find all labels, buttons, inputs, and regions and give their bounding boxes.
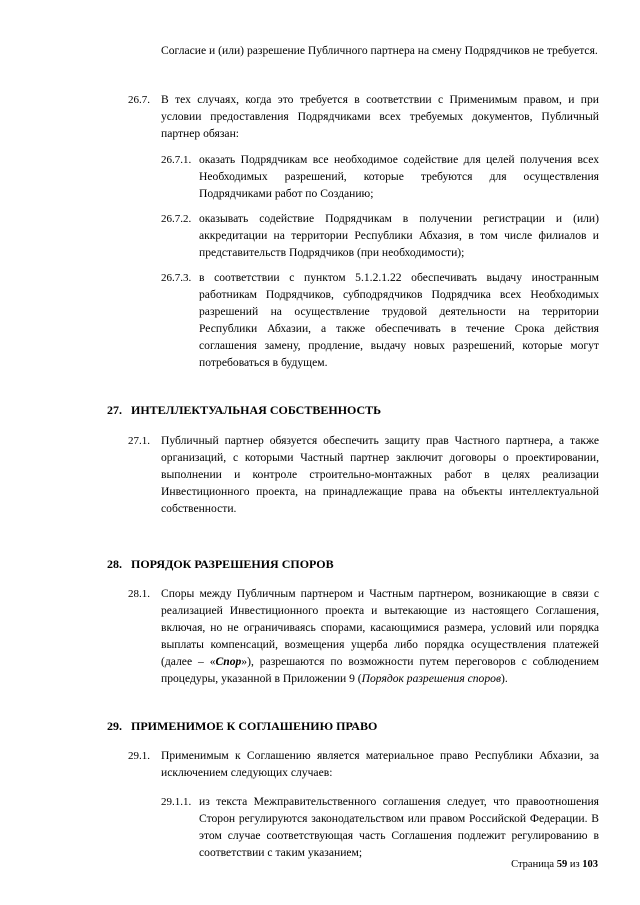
clause-number: 28.1. — [128, 588, 150, 600]
section-title: ИНТЕЛЛЕКТУАЛЬНАЯ СОБСТВЕННОСТЬ — [131, 403, 382, 417]
appendix-reference: Порядок разрешения споров — [361, 672, 501, 685]
clause-number: 29.1. — [128, 750, 150, 762]
page-footer: Страница 59 из 103 — [511, 859, 598, 870]
clause-text: Публичный партнер обязуется обеспечить защиту прав Частного партнера, а также организаций, с которыми Частный партнер заключит договоры о проектировании, выполнении и контроле строительно-монтажных работ в целях реализации Инвестиционного проекта, на принадлежащие права на объекты интеллектуальной собственности. — [161, 434, 599, 515]
subclause-number: 26.7.1. — [161, 154, 192, 166]
page-total: 103 — [582, 859, 598, 870]
subclause-number: 26.7.2. — [161, 213, 192, 225]
clause-text: Споры между Публичным партнером и Частным партнером, возникающие в связи с реализацией Инвестиционного проекта и вытекающие из настоящего Соглашения, включая, но не ограничиваясь спорами, касающимися размера, условий или порядка выплаты компенсаций, возмещения ущерба либо порядка осуществления платежей (далее – «Спор»), разрешаются по возможности путем переговоров с соблюдением процедуры, указанной в Приложении 9 (Порядок разрешения споров). — [161, 587, 600, 685]
subclause-number: 26.7.3. — [161, 272, 192, 284]
subclause-text: оказать Подрядчикам все необходимое содействие для целей получения всех Необходимых разрешений, которые требуются для осуществления Подрядчиками работ по Созданию; — [199, 153, 599, 200]
section-number: 27. — [107, 403, 122, 417]
section-number: 28. — [107, 557, 122, 571]
section-number: 29. — [107, 719, 122, 733]
defined-term: Спор — [215, 655, 242, 668]
subclause-text: оказывать содействие Подрядчикам в получении регистрации и (или) аккредитации на территории Республики Абхазия, в том числе филиалов и представительств Подрядчиков (при необходимости); — [199, 212, 599, 259]
clause-number: 26.7. — [128, 94, 150, 106]
clause-text: В тех случаях, когда это требуется в соответствии с Применимым правом, и при условии предоставления Подрядчиками всех требуемых документов, Публичный партнер обязан: — [161, 93, 599, 140]
subclause-number: 29.1.1. — [161, 796, 192, 808]
subclause-text: в соответствии с пунктом 5.1.2.1.22 обеспечивать выдачу иностранным работникам Подрядчиков, субподрядчиков Подрядчика всех Необходимых разрешений на осуществление трудовой деятельности на территории Республики Абхазии, а также обеспечивать в течение Срока действия соглашения замену, продление, выдачу новых разрешений, которые могут потребоваться в будущем. — [199, 271, 599, 369]
section-title: ПРИМЕНИМОЕ К СОГЛАШЕНИЮ ПРАВО — [131, 719, 378, 733]
paragraph-continuation: Согласие и (или) разрешение Публичного партнера на смену Подрядчиков не требуется. — [161, 44, 598, 57]
section-title: ПОРЯДОК РАЗРЕШЕНИЯ СПОРОВ — [131, 557, 334, 571]
page-number: 59 — [556, 859, 568, 870]
clause-text: Применимым к Соглашению является материальное право Республики Абхазии, за исключением следующих случаев: — [161, 749, 599, 779]
subclause-text: из текста Межправительственного соглашения следует, что правоотношения Сторон регулируются законодательством или правом Российской Федерации. В этом случае соответствующая часть Соглашения подлежит регулированию в соответствии с таким указанием; — [199, 795, 599, 859]
clause-number: 27.1. — [128, 435, 150, 447]
